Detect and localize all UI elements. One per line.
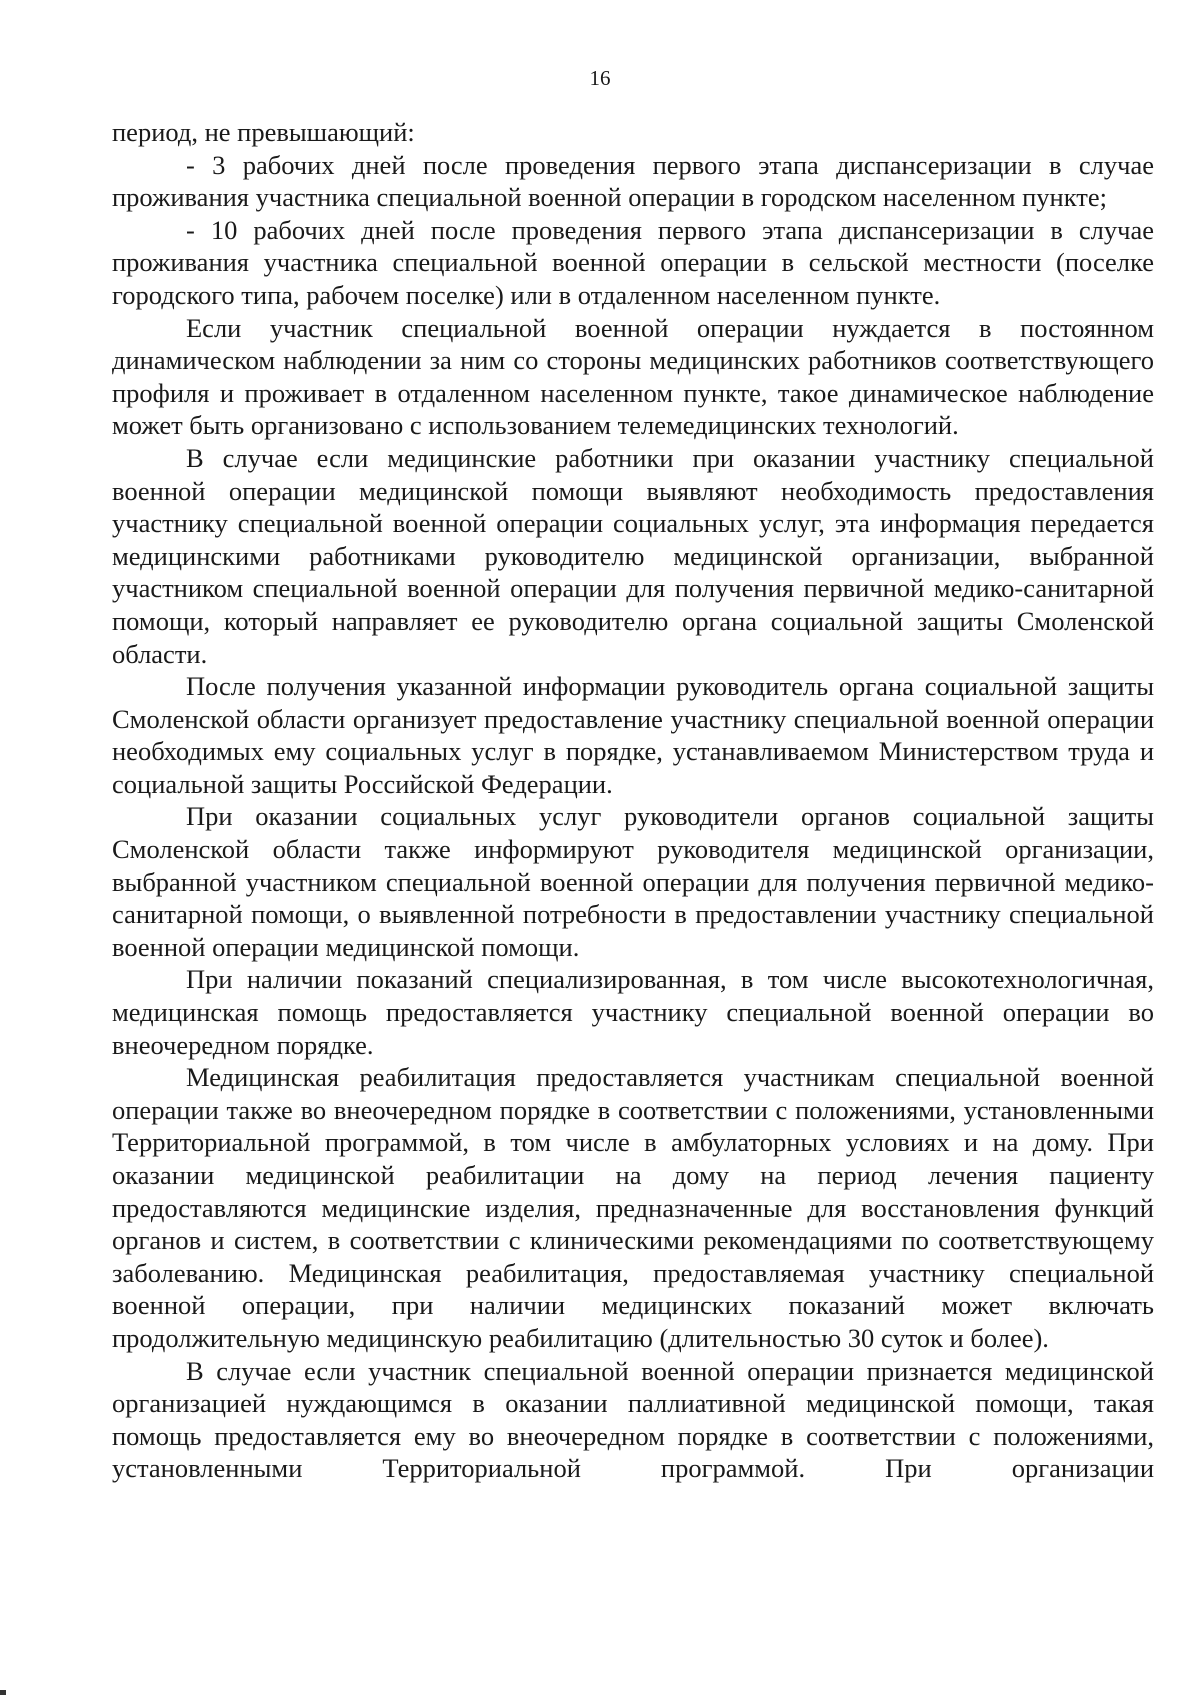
scan-edge-mark: [0, 1690, 6, 1695]
paragraph-10: В случае если участник специальной военной операции признается медицинской организацией нуждающимся в оказании паллиативной медицинской помощи, такая помощь предоставляется ему во внеочередном порядке в соответствии с положениями, установленными Территориальной программой. При организации: [112, 1355, 1154, 1484]
page-number: 16: [589, 66, 611, 90]
paragraph-7: При оказании социальных услуг руководители органов социальной защиты Смоленской области также информируют руководителя медицинской организации, выбранной участником специальной военной операции для получения первичной медико-санитарной помощи, о выявленной потребности в предоставлении участнику специальной военной операции медицинской помощи.: [112, 801, 1154, 962]
paragraph-3: - 10 рабочих дней после проведения первого этапа диспансеризации в случае проживания участника специальной военной операции в сельской местности (поселке городского типа, рабочем поселке) или в отдаленном населенном пункте.: [112, 214, 1154, 310]
paragraph-9: Медицинская реабилитация предоставляется участникам специальной военной операции также во внеочередном порядке в соответствии с положениями, установленными Территориальной программой, в том числе в амбулаторных условиях и на дому. При оказании медицинской реабилитации на дому на период лечения пациенту предоставляются медицинские изделия, предназначенные для восстановления функций органов и систем, в соответствии с клиническими рекомендациями по соответствующему заболеванию. Медицинская реабилитация, предоставляемая участнику специальной военной операции, при наличии медицинских показаний может включать продолжительную медицинскую реабилитацию (длительностью 30 суток и более).: [112, 1062, 1154, 1353]
paragraph-1: период, не превышающий:: [112, 117, 415, 147]
paragraph-8: При наличии показаний специализированная, в том числе высокотехнологичная, медицинская помощь предоставляется участнику специальной военной операции во внеочередном порядке.: [112, 964, 1154, 1060]
paragraph-6: После получения указанной информации руководитель органа социальной защиты Смоленской области организует предоставление участнику специальной военной операции необходимых ему социальных услуг в порядке, устанавливаемом Министерством труда и социальной защиты Российской Федерации.: [112, 671, 1154, 799]
document-body: [112, 116, 1154, 1485]
paragraph-4: Если участник специальной военной операции нуждается в постоянном динамическом наблюдении за ним со стороны медицинских работников соответствующего профиля и проживает в отдаленном населенном пункте, такое динамическое наблюдение может быть организовано с использованием телемедицинских технологий.: [112, 312, 1154, 441]
paragraph-2: - 3 рабочих дней после проведения первого этапа диспансеризации в случае проживания участника специальной военной операции в городском населенном пункте;: [112, 149, 1154, 213]
paragraph-5: В случае если медицинские работники при оказании участнику специальной военной операции медицинской помощи выявляют необходимость предоставления участнику специальной военной операции социальных услуг, эта информация передается медицинскими работниками руководителю медицинской организации, выбранной участником специальной военной операции для получения первичной медико-санитарной помощи, который направляет ее руководителю органа социальной защиты Смоленской области.: [112, 442, 1154, 669]
